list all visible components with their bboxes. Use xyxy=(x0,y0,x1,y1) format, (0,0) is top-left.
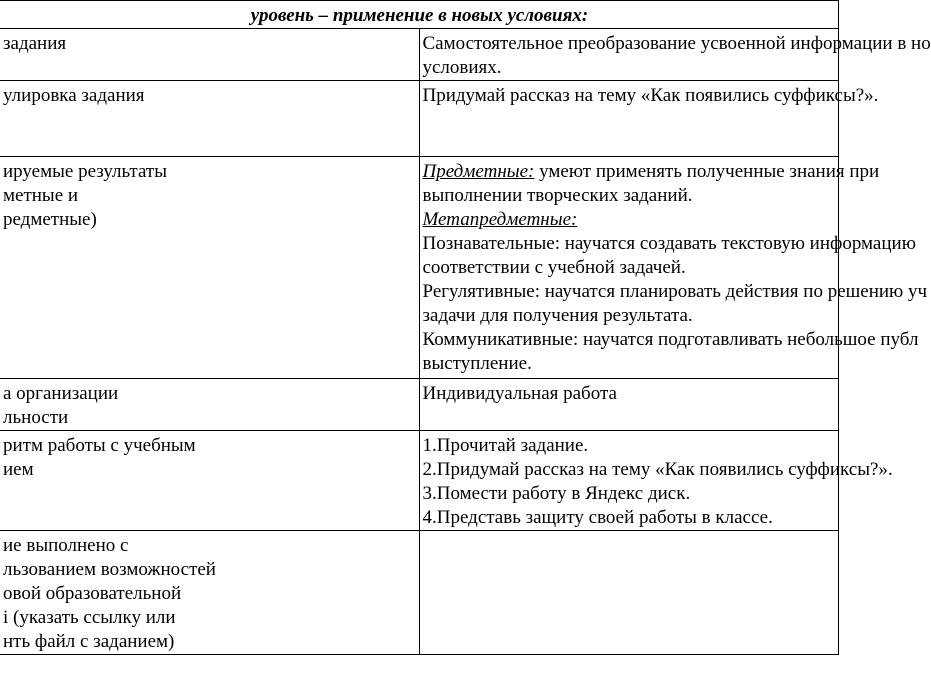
row-label: ие выполнено с льзованием возможностей овой образовательной і (указать ссылку или нть файл с заданием) xyxy=(0,531,419,655)
row-label: ируемые результаты метные и редметные) xyxy=(0,157,419,379)
row-value: Предметные: умеют применять полученные знания при выполнении творческих заданий. Метапредметные: Познавательные: научатся создавать текстовую информацию соответствии с учебной задачей. Регулятивные: научатся планировать действия по решению уч задачи для получения результата. Коммуникативные: научатся подготавливать небольшое публ выступление. xyxy=(419,157,839,379)
row-label: ритм работы с учебным ием xyxy=(0,431,419,531)
table-row xyxy=(0,157,839,379)
row-value: Придумай рассказ на тему «Как появились суффиксы?». xyxy=(419,81,839,157)
row-label: улировка задания xyxy=(0,81,419,157)
row-value: Индивидуальная работа xyxy=(419,379,839,431)
row-value-empty xyxy=(419,531,839,655)
metasubject-results-label: Метапредметные: xyxy=(422,209,578,230)
row-value: Самостоятельное преобразование усвоенной информации в но условиях. xyxy=(419,29,839,81)
row-label: задания xyxy=(0,29,419,81)
table-header-row xyxy=(0,1,839,29)
table-row xyxy=(0,29,839,81)
table-row xyxy=(0,81,839,157)
row-value: 1.Прочитай задание. 2.Придумай рассказ на тему «Как появились суффиксы?». 3.Помести работу в Яндекс диск. 4.Представь защиту своей работы в классе. xyxy=(419,431,839,531)
subject-results-label: Предметные: xyxy=(422,161,535,182)
table-row xyxy=(0,379,839,431)
table-row xyxy=(0,431,839,531)
table-header: уровень – применение в новых условиях: xyxy=(0,1,839,29)
table-row xyxy=(0,531,839,655)
row-label: а организации льности xyxy=(0,379,419,431)
subject-results-line: Предметные: умеют применять полученные знания при xyxy=(422,161,880,182)
